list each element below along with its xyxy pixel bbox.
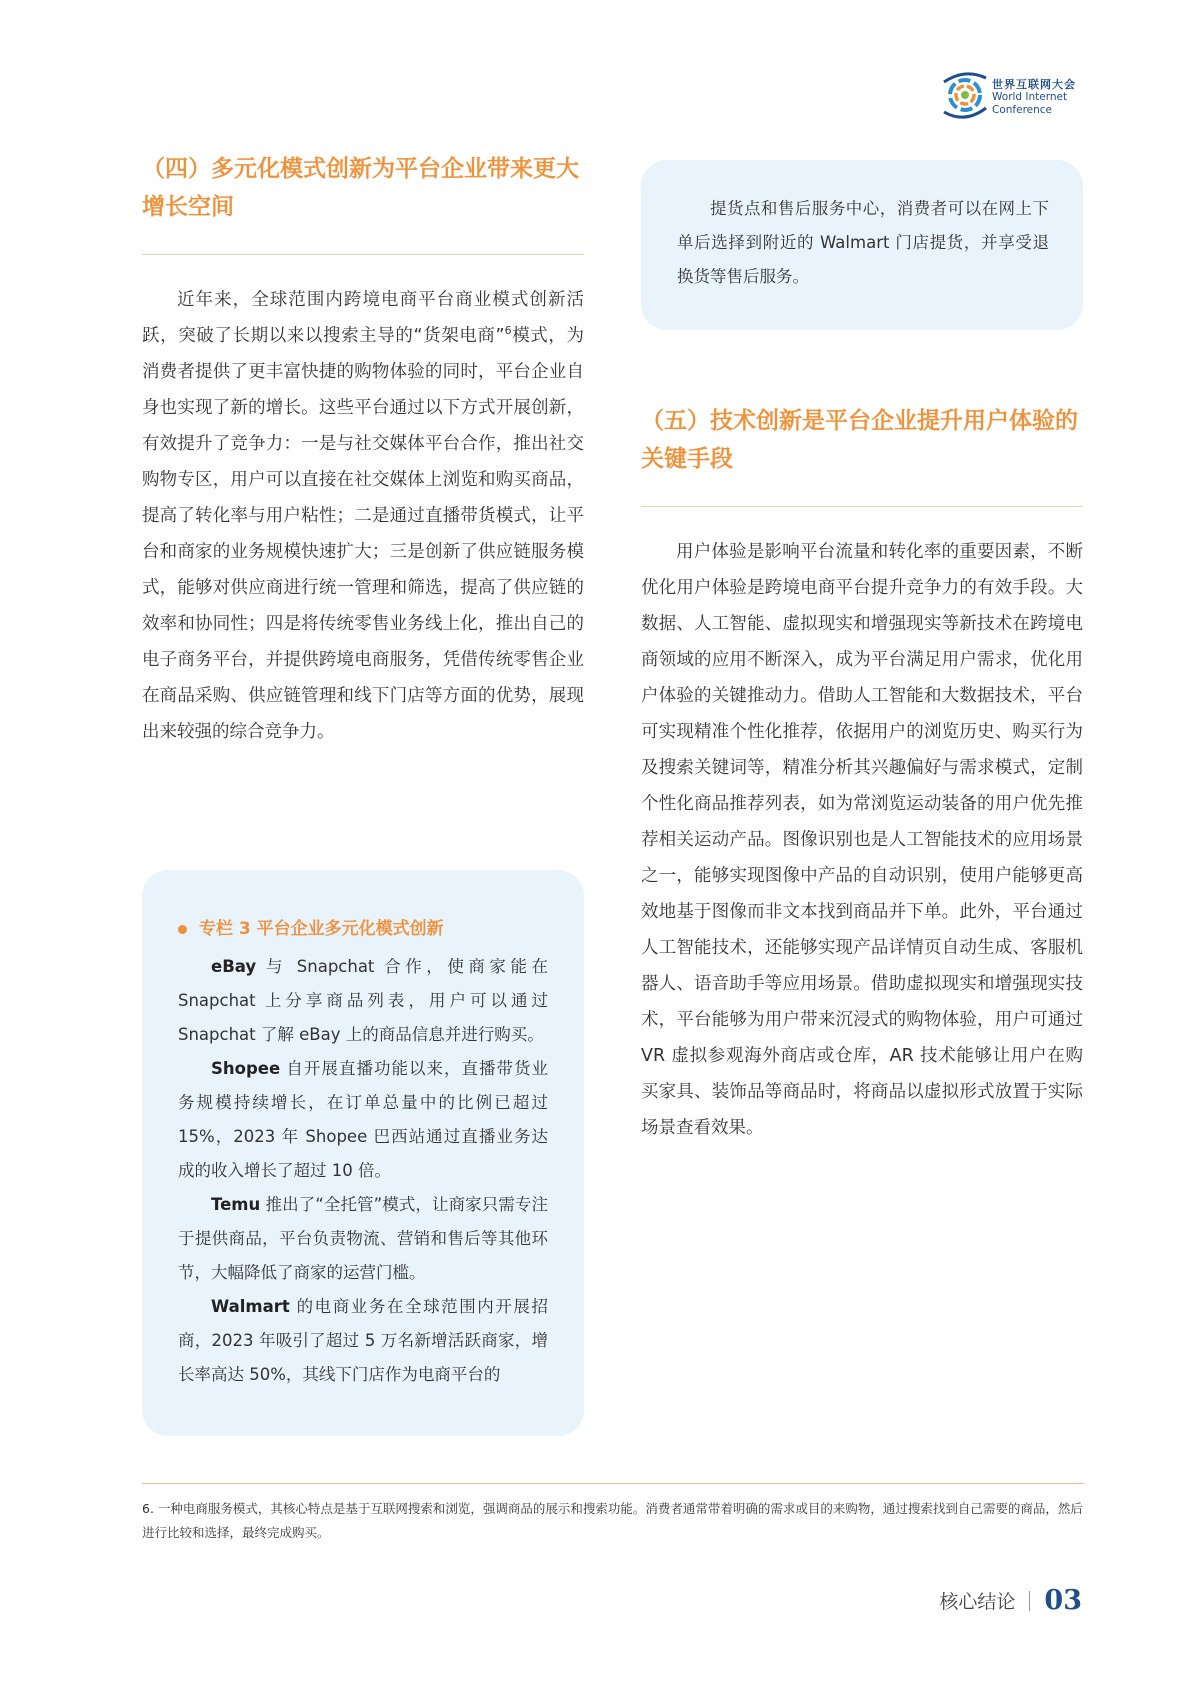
conference-emblem-icon [940,70,990,120]
column-box-title-text: 专栏 3 平台企业多元化模式创新 [199,919,444,939]
section-four-body [142,282,584,750]
column-item-temu [178,1188,548,1290]
footnote-divider [142,1483,1084,1484]
right-column [641,402,1083,478]
section-five-divider [641,506,1083,507]
column-box-title [178,914,548,944]
bullet-dot-icon [178,925,187,934]
column-item-shopee [178,1052,548,1188]
page-footer [939,1585,1082,1616]
company-text: 的电商业务在全球范围内开展招商，2023 年吸引了超过 5 万名新增活跃商家，增长率高达 50%，其线下门店作为电商平台的 [178,1297,548,1384]
footer-separator [1029,1591,1030,1611]
logo-name-en-2: Conference [992,104,1053,116]
section-five-heading: （五）技术创新是平台企业提升用户体验的关键手段 [641,408,1078,472]
logo-name-en-1: World Internet [992,91,1068,103]
column-box-continuation [641,160,1083,330]
company-text: 自开展直播功能以来，直播带货业务规模持续增长，在订单总量中的比例已超过 15%，2023 年 Shopee 巴西站通过直播业务达成的收入增长了超过 10 倍。 [178,1059,548,1180]
footnote-ref: 6 [504,324,512,338]
section-four-divider [142,254,584,255]
company-name: Walmart [211,1297,290,1316]
column-item-walmart [178,1290,548,1392]
continuation-text: 提货点和售后服务中心，消费者可以在网上下单后选择到附近的 Walmart 门店提货，并享受退换货等售后服务。 [677,199,1049,286]
logo-name-cn: 世界互联网大会 [992,78,1076,91]
section-four-paragraph [142,282,584,750]
paragraph-part-2: 模式，为消费者提供了更丰富快捷的购物体验的同时，平台企业自身也实现了新的增长。这些平台通过以下方式开展创新，有效提升了竞争力：一是与社交媒体平台合作，推出社交购物专区，用户可以直接在社交媒体上浏览和购买商品，提高了转化率与用户粘性；二是通过直播带货模式，让平台和商家的业务规模快速扩大；三是创新了供应链服务模式，能够对供应商进行统一管理和筛选，提高了供应链的效率和协同性；四是将传统零售业务线上化，推出自己的电子商务平台，并提供跨境电商服务，凭借传统零售企业在商品采购、供应链管理和线下门店等方面的优势，展现出来较强的综合竞争力。 [142,326,585,742]
company-text: 与 Snapchat 合作，使商家能在 Snapchat 上分享商品列表，用户可以通过 Snapchat 了解 eBay 上的商品信息并进行购买。 [178,957,548,1044]
footnote-text: 6. 一种电商服务模式，其核心特点是基于互联网搜索和浏览，强调商品的展示和搜索功能。消费者通常带着明确的需求或目的来购物，通过搜索找到自己需要的商品，然后进行比较和选择，最终完成购买。 [142,1501,1083,1540]
column-item-ebay [178,950,548,1052]
company-name: eBay [211,957,257,976]
column-box [142,870,584,1436]
section-four-heading: （四）多元化模式创新为平台企业带来更大增长空间 [142,156,579,220]
company-text: 推出了“全托管”模式，让商家只需专注于提供商品，平台负责物流、营销和售后等其他环节，大幅降低了商家的运营门槛。 [178,1195,548,1282]
left-column [142,150,584,226]
company-name: Temu [211,1195,261,1214]
section-five-body [641,534,1083,1146]
footer-section-label: 核心结论 [939,1591,1016,1613]
page-number: 03 [1044,1585,1082,1616]
paragraph-part-1: 近年来，全球范围内跨境电商平台商业模式创新活跃，突破了长期以来以搜索主导的“货架电商” [142,290,584,346]
section-five-paragraph: 用户体验是影响平台流量和转化率的重要因素，不断优化用户体验是跨境电商平台提升竞争力的有效手段。大数据、人工智能、虚拟现实和增强现实等新技术在跨境电商领域的应用不断深入，成为平台满足用户需求，优化用户体验的关键推动力。借助人工智能和大数据技术，平台可实现精准个性化推荐，依据用户的浏览历史、购买行为及搜索关键词等，精准分析其兴趣偏好与需求模式，定制个性化商品推荐列表，如为常浏览运动装备的用户优先推荐相关运动产品。图像识别也是人工智能技术的应用场景之一，能够实现图像中产品的自动识别，使用户能够更高效地基于图像而非文本找到商品并下单。此外，平台通过人工智能技术，还能够实现产品详情页自动生成、客服机器人、语音助手等应用场景。借助虚拟现实和增强现实技术，平台能够为用户带来沉浸式的购物体验，用户可通过 VR 虚拟参观海外商店或仓库，AR 技术能够让用户在购买家具、装饰品等商品时，将商品以虚拟形式放置于实际场景查看效果。 [641,542,1083,1138]
conference-logo [940,70,1090,126]
company-name: Shopee [211,1059,281,1078]
